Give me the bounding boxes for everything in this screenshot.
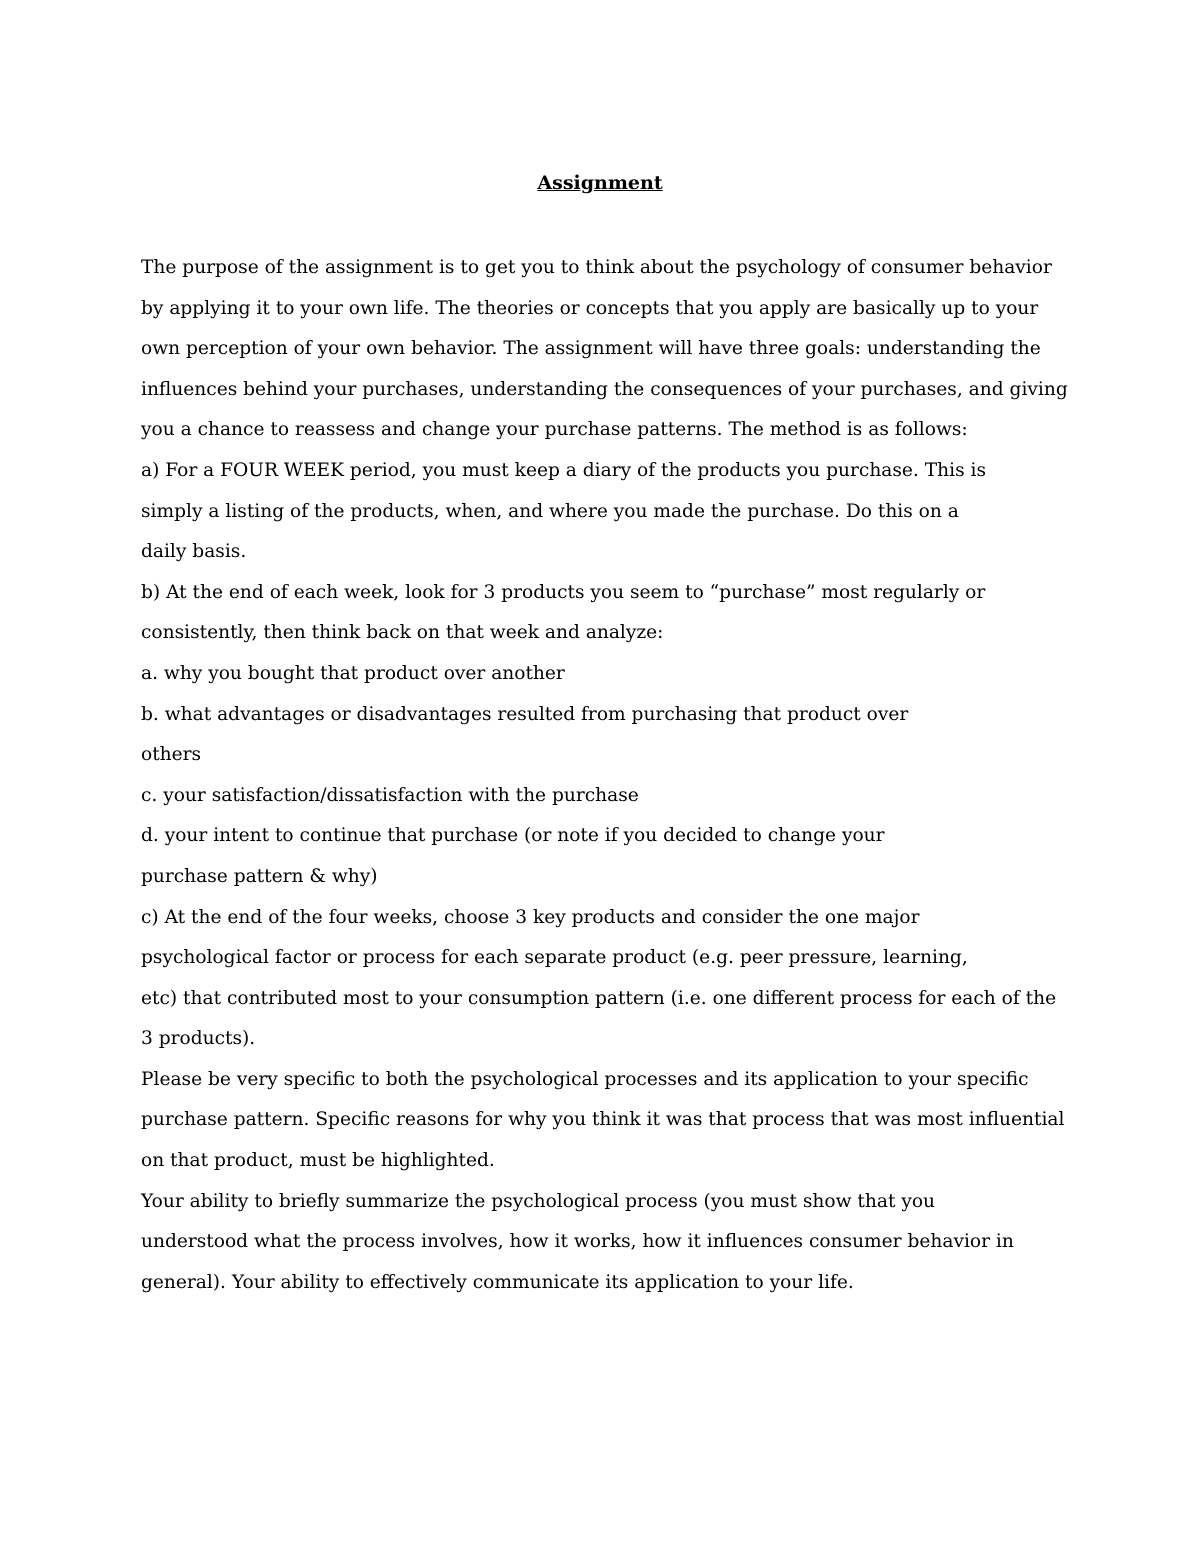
sub-item-d: d. your intent to continue that purchase (or note if you decided to change your (141, 825, 885, 847)
paragraph-line: general). Your ability to effectively communicate its application to your life. (141, 1271, 854, 1293)
list-item-c: c) At the end of the four weeks, choose 3 key products and consider the one major (141, 906, 920, 928)
document-title: Assignment (537, 172, 663, 194)
sub-item-a: a. why you bought that product over another (141, 662, 565, 684)
paragraph-line: by applying it to your own life. The theories or concepts that you apply are basically up to your (141, 297, 1039, 319)
list-item-b-cont: consistently, then think back on that week and analyze: (141, 622, 664, 644)
list-item-c-cont: psychological factor or process for each separate product (e.g. peer pressure, learning, (141, 947, 968, 969)
document-body (141, 248, 1071, 1303)
sub-item-b-cont: others (141, 744, 202, 766)
paragraph-line: on that product, must be highlighted. (141, 1150, 495, 1172)
list-item-a: a) For a FOUR WEEK period, you must keep a diary of the products you purchase. This is (141, 459, 987, 481)
paragraph-line: Your ability to briefly summarize the psychological process (you must show that you (141, 1190, 936, 1212)
list-item-a-cont: simply a listing of the products, when, and where you made the purchase. Do this on a (141, 500, 959, 522)
paragraph-line: purchase pattern. Specific reasons for why you think it was that process that was most influential (141, 1109, 1065, 1131)
paragraph-line: Please be very specific to both the psychological processes and its application to your specific (141, 1068, 1029, 1090)
list-item-c-cont: 3 products). (141, 1028, 256, 1050)
list-item-b: b) At the end of each week, look for 3 products you seem to “purchase” most regularly or (141, 581, 986, 603)
paragraph-line: understood what the process involves, how it works, how it influences consumer behavior in (141, 1231, 1014, 1253)
paragraph-line: own perception of your own behavior. The assignment will have three goals: understanding the (141, 338, 1041, 360)
list-item-c-cont: etc) that contributed most to your consumption pattern (i.e. one different process for each of the (141, 987, 1057, 1009)
sub-item-b: b. what advantages or disadvantages resulted from purchasing that product over (141, 703, 909, 725)
paragraph-line: you a chance to reassess and change your purchase patterns. The method is as follows: (141, 419, 968, 441)
paragraph-line: influences behind your purchases, understanding the consequences of your purchases, and giving (141, 378, 1068, 400)
list-item-a-cont: daily basis. (141, 541, 247, 563)
paragraph-line: The purpose of the assignment is to get you to think about the psychology of consumer behavior (141, 257, 1052, 278)
sub-item-c: c. your satisfaction/dissatisfaction with the purchase (141, 784, 639, 806)
sub-item-d-cont: purchase pattern & why) (141, 865, 378, 887)
